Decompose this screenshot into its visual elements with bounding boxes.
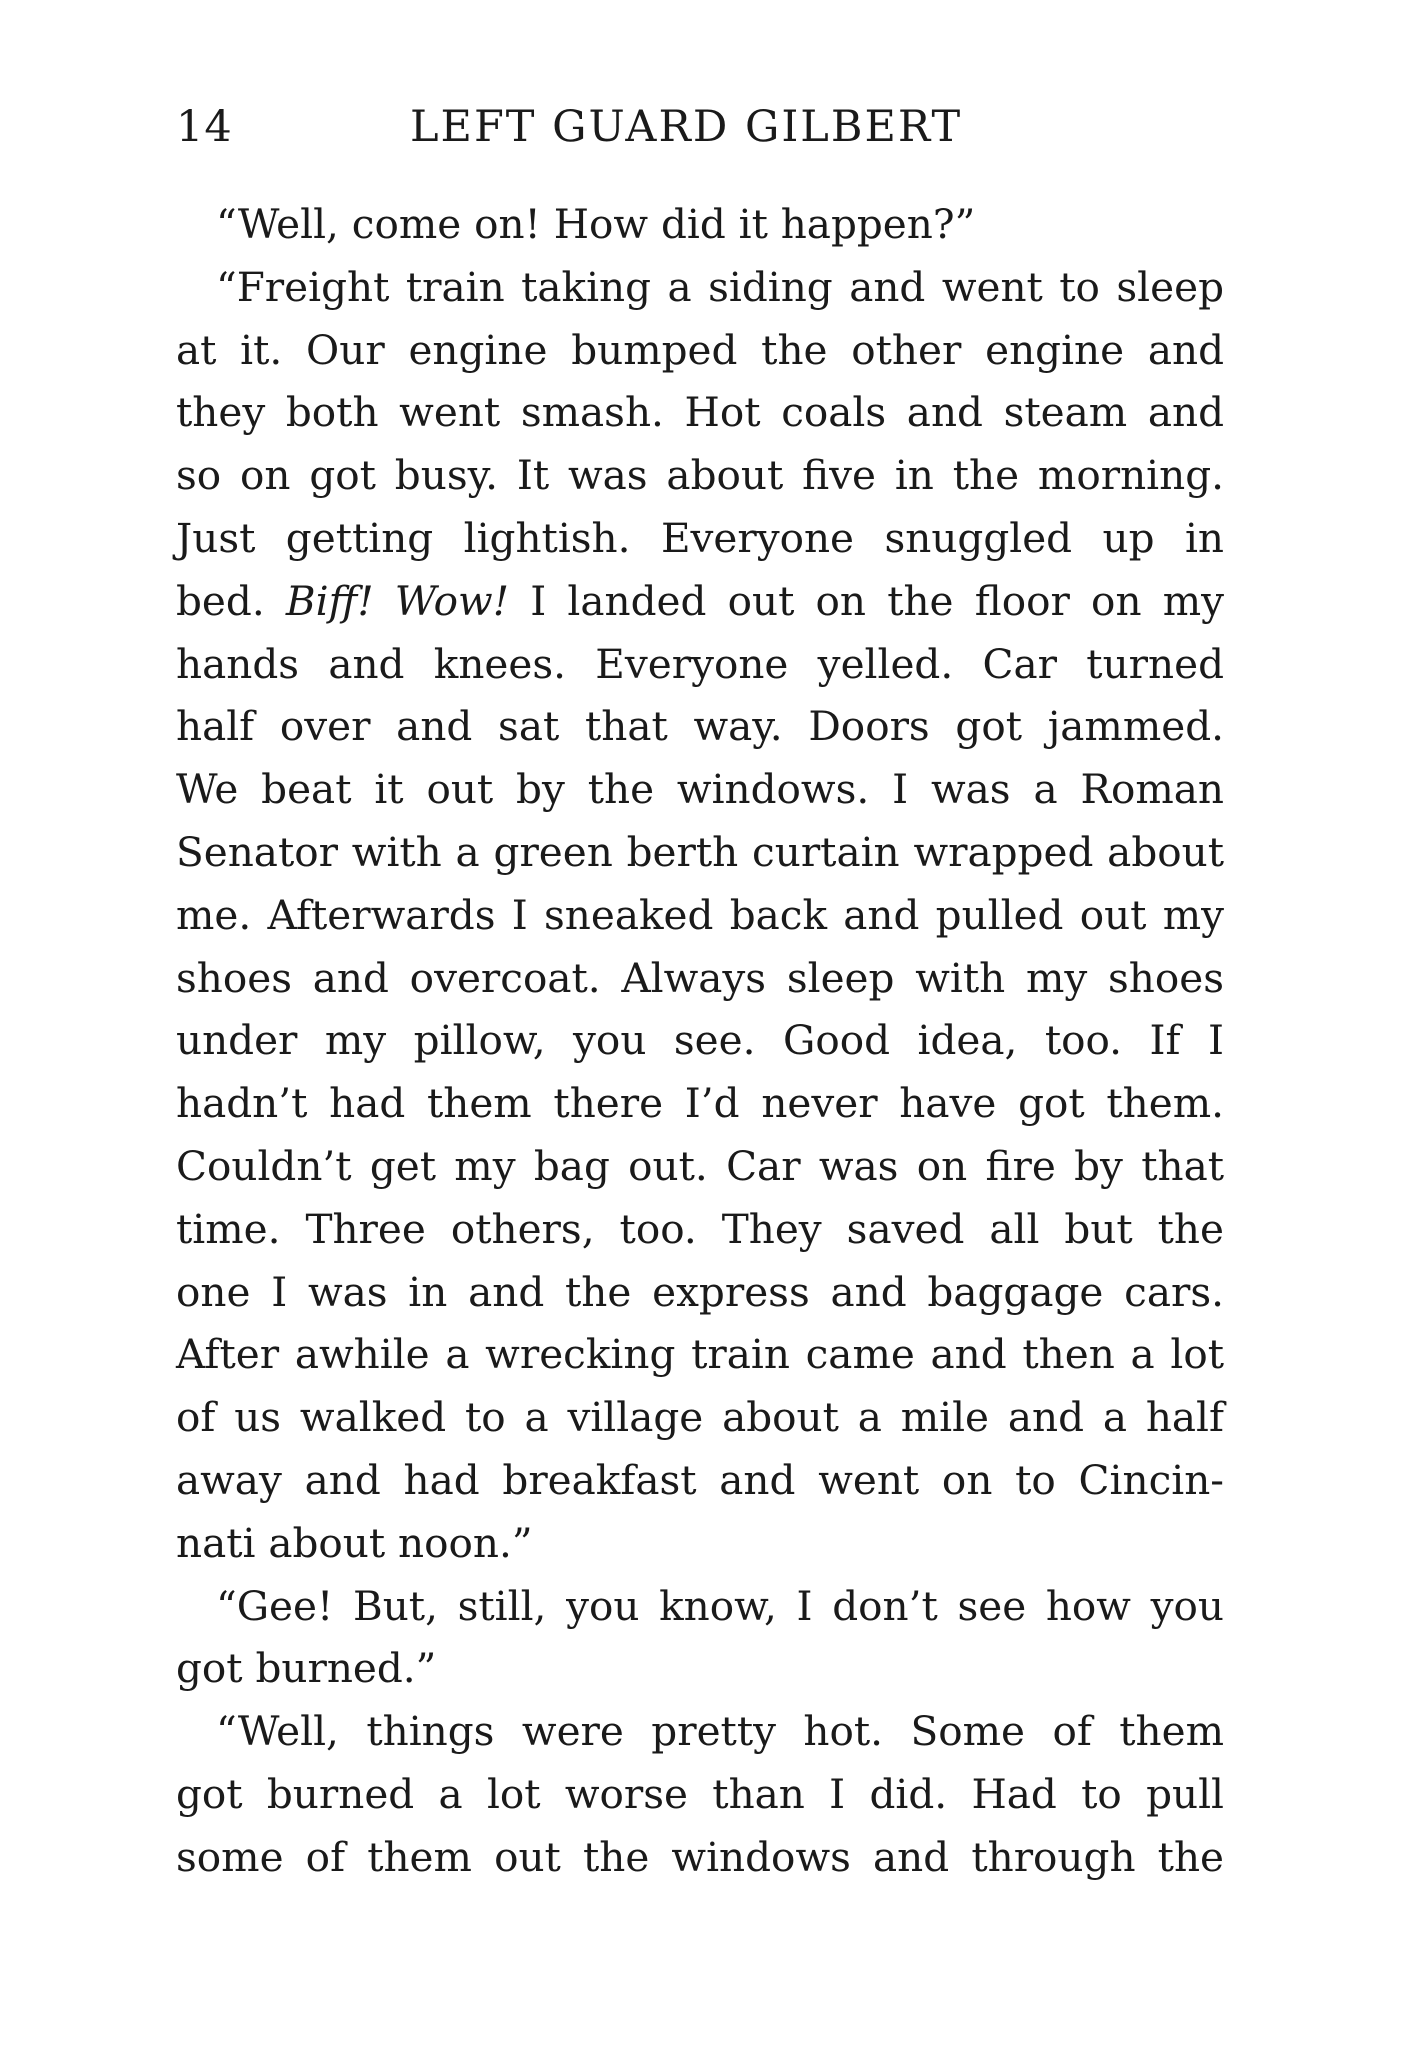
text-line: shoes and overcoat. Always sleep with my shoes: [176, 953, 1224, 1002]
text-line: of us walked to a village about a mile and a half: [176, 1393, 1224, 1442]
text-line: time. Three others, too. They saved all but the: [176, 1204, 1224, 1253]
text-line: under my pillow, you see. Good idea, too. If I: [176, 1016, 1224, 1065]
italic-text: Biff! Wow!: [285, 576, 509, 625]
paragraph: [176, 1575, 1224, 1701]
paragraph: [176, 256, 1224, 1575]
text-segment: bed.: [176, 576, 265, 625]
running-head: [176, 102, 1226, 162]
text-line: got burned.”: [176, 1644, 437, 1693]
text-line: Senator with a green berth curtain wrapped about: [176, 827, 1224, 876]
text-line: “Gee! But, still, you know, I don’t see how you: [216, 1581, 1224, 1630]
text-line: away and had breakfast and went on to Cincin-: [176, 1455, 1224, 1504]
page-number: 14: [176, 102, 233, 152]
text-line: “Freight train taking a siding and went to sleep: [216, 262, 1224, 311]
text-line: one I was in and the express and baggage cars.: [176, 1267, 1224, 1316]
text-line: After awhile a wrecking train came and then a lot: [176, 1330, 1224, 1379]
text-line: nati about noon.”: [176, 1518, 533, 1567]
text-line: me. Afterwards I sneaked back and pulled out my: [176, 890, 1224, 939]
text-line: some of them out the windows and through the: [176, 1832, 1224, 1881]
text-line: hands and knees. Everyone yelled. Car turned: [176, 639, 1224, 688]
paragraph: [176, 193, 1224, 256]
text-line: got burned a lot worse than I did. Had to pull: [176, 1769, 1224, 1818]
text-segment: I landed out on the floor on my: [530, 576, 1225, 625]
text-line: at it. Our engine bumped the other engine and: [176, 325, 1224, 374]
text-line: “Well, things were pretty hot. Some of them: [216, 1707, 1224, 1756]
text-line: Couldn’t get my bag out. Car was on fire by that: [176, 1141, 1224, 1190]
text-line: hadn’t had them there I’d never have got them.: [176, 1079, 1224, 1128]
text-line: We beat it out by the windows. I was a Roman: [176, 765, 1224, 814]
text-line: half over and sat that way. Doors got jammed.: [176, 702, 1224, 751]
text-line: they both went smash. Hot coals and steam and: [176, 388, 1224, 437]
text-line: Just getting lightish. Everyone snuggled up in: [176, 513, 1224, 562]
text-line: so on got busy. It was about five in the morning.: [176, 451, 1224, 500]
text-line-mixed: [176, 570, 1224, 633]
text-line: “Well, come on! How did it happen?”: [216, 200, 976, 248]
book-title: LEFT GUARD GILBERT: [410, 102, 963, 152]
body-text: [176, 193, 1224, 1889]
paragraph: [176, 1700, 1224, 1888]
